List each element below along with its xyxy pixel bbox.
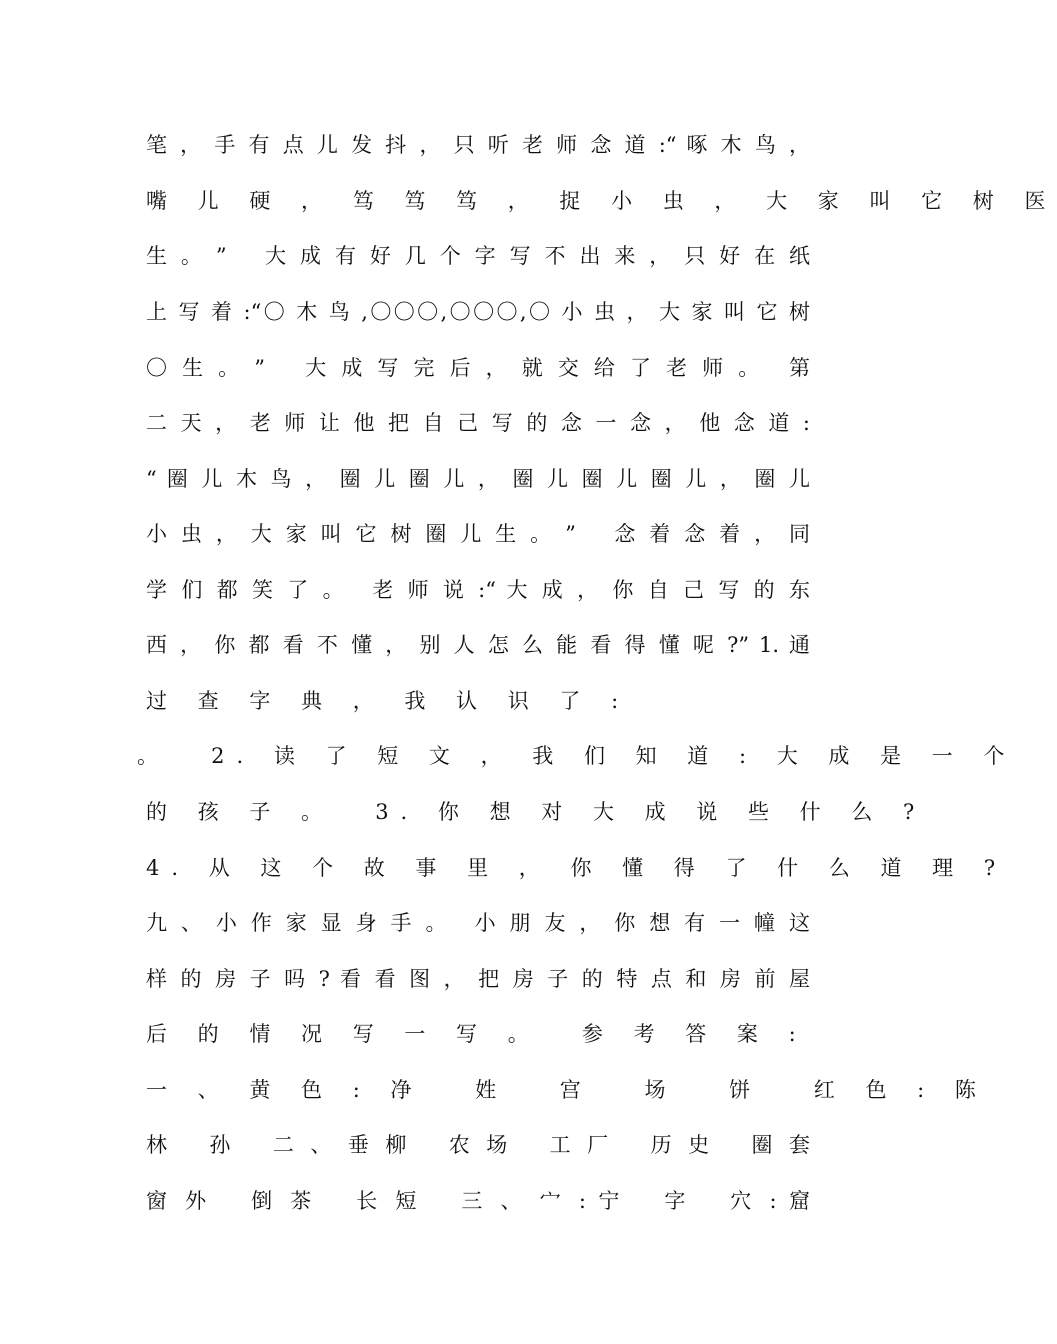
text-line-18: 一 、 黄 色 : 净 姓 宫 场 饼 红 色 : 陈 xyxy=(146,1078,988,1102)
text-line-20: 窗 外 倒 茶 长 短 三 、 宀 : 宁 字 穴 : 窟 xyxy=(146,1189,810,1213)
text-line-15: 九 、 小 作 家 显 身 手 。 小 朋 友 ， 你 想 有 一 幢 这 xyxy=(146,911,810,935)
text-line-19: 林 孙 二 、 垂 柳 农 场 工 厂 历 史 圈 套 xyxy=(146,1133,810,1157)
text-line-1: 笔 ， 手 有 点 儿 发 抖 ， 只 听 老 师 念 道 :“ 啄 木 鸟 ， xyxy=(146,133,810,157)
text-line-10: 西 ， 你 都 看 不 懂 ， 别 人 怎 么 能 看 得 懂 呢 ?” 1. 通 xyxy=(146,633,810,657)
text-line-2: 嘴 儿 硬 ， 笃 笃 笃 ， 捉 小 虫 ， 大 家 叫 它 树 医 xyxy=(146,189,1057,213)
text-line-5: 〇 生 。 ” 大 成 写 完 后 ， 就 交 给 了 老 师 。 第 xyxy=(146,356,810,380)
text-line-8: 小 虫 ， 大 家 叫 它 树 圈 儿 生 。 ” 念 着 念 着 ， 同 xyxy=(146,522,810,546)
text-line-12: 。 2. 读 了 短 文 ， 我 们 知 道 : 大 成 是 一 个 xyxy=(137,744,1017,768)
text-line-17: 后 的 情 况 写 一 写 。 参 考 答 案 : xyxy=(146,1022,808,1046)
text-line-11: 过 查 字 典 ， 我 认 识 了 : xyxy=(146,689,631,713)
text-line-16: 样 的 房 子 吗 ? 看 看 图 ， 把 房 子 的 特 点 和 房 前 屋 xyxy=(146,967,810,991)
text-line-14: 4. 从 这 个 故 事 里 ， 你 懂 得 了 什 么 道 理 ? xyxy=(146,856,1008,880)
text-line-6: 二 天 ， 老 师 让 他 把 自 己 写 的 念 一 念 ， 他 念 道 : xyxy=(146,411,810,435)
text-line-9: 学 们 都 笑 了 。 老 师 说 :“ 大 成 ， 你 自 己 写 的 东 xyxy=(146,578,810,602)
text-line-7: “ 圈 儿 木 鸟 ， 圈 儿 圈 儿 ， 圈 儿 圈 儿 圈 儿 ， 圈 儿 xyxy=(146,467,810,491)
text-line-4: 上 写 着 :“〇 木 鸟 ,〇〇〇,〇〇〇,〇 小 虫 ， 大 家 叫 它 树 xyxy=(146,300,810,324)
text-line-3: 生 。 ” 大 成 有 好 几 个 字 写 不 出 来 ， 只 好 在 纸 xyxy=(146,244,810,268)
text-line-13: 的 孩 子 。 3. 你 想 对 大 成 说 些 什 么 ? xyxy=(146,800,927,824)
